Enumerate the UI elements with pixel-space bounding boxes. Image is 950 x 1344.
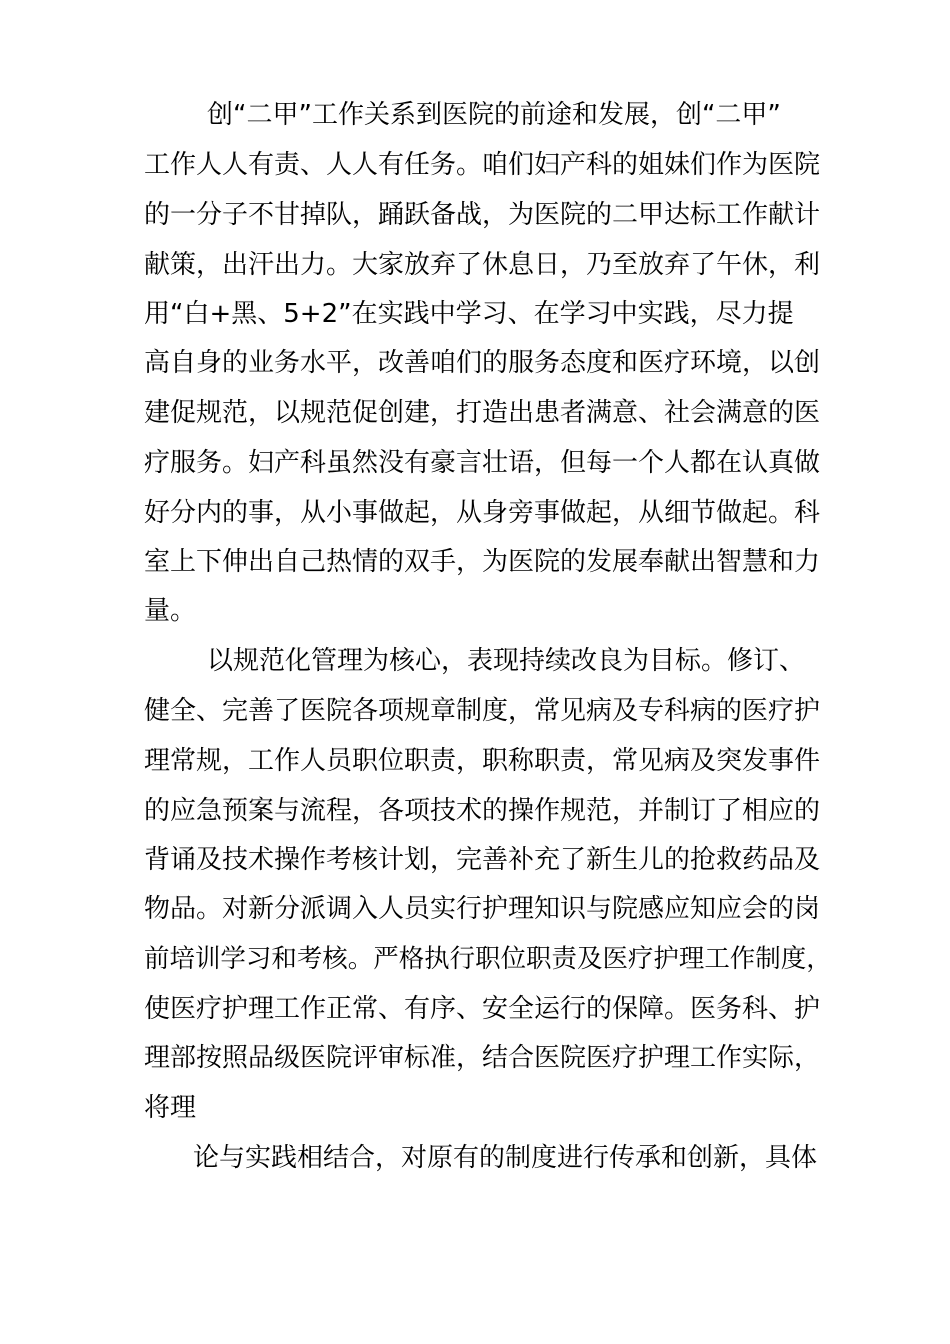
paragraph-2-line-3: 理常规，工作人员职位职责，职称职责，常见病及突发事件: [144, 746, 821, 776]
paragraph-2-line-2: 健全、完善了医院各项规章制度，常见病及专科病的医疗护: [144, 696, 821, 726]
paragraph-1-line-5: 用“白+黑、5+2”在实践中学习、在学习中实践，尽力提: [144, 299, 794, 329]
paragraph-1-line-11: 量。: [144, 596, 197, 626]
paragraph-2-line-7: 前培训学习和考核。严格执行职位职责及医疗护理工作制度，: [144, 944, 832, 974]
paragraph-2-line-5: 背诵及技术操作考核计划，完善补充了新生儿的抢救药品及: [144, 845, 821, 875]
paragraph-2-line-4: 的应急预案与流程，各项技术的操作规范，并制订了相应的: [144, 796, 821, 826]
paragraph-1-line-4: 献策，出汗出力。大家放弃了休息日，乃至放弃了午休，利: [144, 250, 821, 280]
paragraph-2-line-10: 将理: [144, 1093, 197, 1123]
paragraph-1-line-6: 高自身的业务水平，改善咱们的服务态度和医疗环境，以创: [144, 348, 821, 378]
paragraph-2-line-8: 使医疗护理工作正常、有序、安全运行的保障。医务科、护: [144, 994, 821, 1024]
paragraph-2-line-1: 以规范化管理为核心，表现持续改良为目标。修订、: [207, 646, 806, 676]
paragraph-1-line-9: 好分内的事，从小事做起，从身旁事做起，从细节做起。科: [144, 498, 821, 528]
paragraph-1-line-7: 建促规范，以规范促创建，打造出患者满意、社会满意的医: [144, 398, 821, 428]
paragraph-2-line-6: 物品。对新分派调入人员实行护理知识与院感应知应会的岗: [144, 894, 821, 924]
paragraph-1-line-1: 创“二甲”工作关系到医院的前途和发展，创“二甲”: [207, 100, 781, 130]
paragraph-3-line-1: 论与实践相结合，对原有的制度进行传承和创新，具体: [193, 1143, 818, 1173]
paragraph-1-line-3: 的一分子不甘掉队，踊跃备战，为医院的二甲达标工作献计: [144, 200, 821, 230]
paragraph-1-line-2: 工作人人有责、人人有任务。咱们妇产科的姐妹们作为医院: [144, 150, 821, 180]
paragraph-2-line-9: 理部按照品级医院评审标准，结合医院医疗护理工作实际，: [144, 1043, 821, 1073]
paragraph-1-line-8: 疗服务。妇产科虽然没有豪言壮语，但每一个人都在认真做: [144, 448, 821, 478]
paragraph-1-line-10: 室上下伸出自己热情的双手，为医院的发展奉献出智慧和力: [144, 547, 821, 577]
